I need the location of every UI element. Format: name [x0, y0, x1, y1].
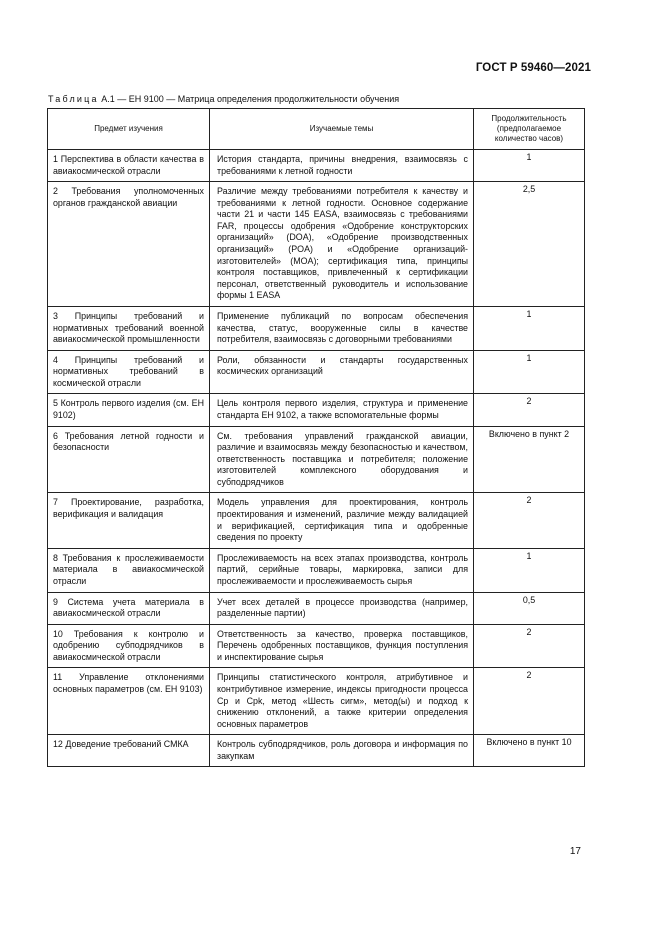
cell-subject: 11 Управление отклонениями основных параметров (см. ЕН 9103) — [48, 668, 210, 735]
training-duration-table — [47, 108, 585, 767]
table-row — [48, 306, 585, 350]
cell-hours: 0,5 — [474, 592, 585, 624]
page-number: 17 — [569, 846, 581, 857]
cell-subject: 7 Проектирование, разработка, верификация и валидация — [48, 493, 210, 548]
cell-topics: Принципы статистического контроля, атрибутивное и контрибутивное измерение, индексы пригодности процесса Cp и Cpk, метод «Шесть сигм», метод(ы) и подход к снижению отклонений, а также критерии определения основных параметров — [210, 668, 474, 735]
cell-subject: 2 Требования уполномоченных органов гражданской авиации — [48, 182, 210, 307]
cell-subject: 6 Требования летной годности и безопасности — [48, 426, 210, 493]
cell-topics: Прослеживаемость на всех этапах производства, контроль партий, серийные товары, маркировка, записи для прослеживаемости и прослеживаемость сырья — [210, 548, 474, 592]
cell-hours: 1 — [474, 150, 585, 182]
table-header-row — [48, 109, 585, 150]
cell-hours: Включено в пункт 10 — [474, 735, 585, 767]
table-row — [48, 182, 585, 307]
column-header-topics: Изучаемые темы — [210, 109, 474, 150]
table-row — [48, 426, 585, 493]
cell-topics: Роли, обязанности и стандарты государственных космических организаций — [210, 350, 474, 394]
cell-hours: 2 — [474, 624, 585, 668]
caption-text: А.1 — ЕН 9100 — Матрица определения продолжительности обучения — [98, 94, 400, 104]
cell-hours: 1 — [474, 306, 585, 350]
cell-subject: 3 Принципы требований и нормативных требований военной авиакосмической промышленности — [48, 306, 210, 350]
cell-topics: Цель контроля первого изделия, структура и применение стандарта ЕН 9102, а также вспомогательные формы — [210, 394, 474, 426]
cell-topics: См. требования управлений гражданской авиации, различие и взаимосвязь между безопасностью и качеством, ответственность поставщика и потребителя; положение изготовителей комплексного оборудования и субподрядчиков — [210, 426, 474, 493]
document-code: ГОСТ Р 59460—2021 — [475, 62, 591, 74]
cell-subject: 5 Контроль первого изделия (см. ЕН 9102) — [48, 394, 210, 426]
cell-hours: 1 — [474, 350, 585, 394]
cell-subject: 10 Требования к контролю и одобрению субподрядчиков в авиакосмической отрасли — [48, 624, 210, 668]
cell-subject: 8 Требования к прослеживаемости материала в авиакосмической отрасли — [48, 548, 210, 592]
cell-hours: Включено в пункт 2 — [474, 426, 585, 493]
table-row — [48, 394, 585, 426]
cell-hours: 2 — [474, 493, 585, 548]
cell-topics: Контроль субподрядчиков, роль договора и информация по закупкам — [210, 735, 474, 767]
cell-topics: История стандарта, причины внедрения, взаимосвязь с требованиями к летной годности — [210, 150, 474, 182]
cell-subject: 12 Доведение требований СМКА — [48, 735, 210, 767]
caption-label: Таблица — [48, 94, 99, 104]
cell-subject: 9 Система учета материала в авиакосмической отрасли — [48, 592, 210, 624]
cell-subject: 1 Перспектива в области качества в авиакосмической отрасли — [48, 150, 210, 182]
column-header-duration: Продолжительность (предполагаемое количество часов) — [474, 109, 585, 150]
table-row — [48, 548, 585, 592]
table-row — [48, 493, 585, 548]
table-caption — [48, 94, 399, 104]
table-row — [48, 624, 585, 668]
cell-hours: 1 — [474, 548, 585, 592]
column-header-subject: Предмет изучения — [48, 109, 210, 150]
cell-hours: 2 — [474, 668, 585, 735]
cell-topics: Учет всех деталей в процессе производства (например, разделенные партии) — [210, 592, 474, 624]
table-row — [48, 150, 585, 182]
table-row — [48, 668, 585, 735]
cell-topics: Различие между требованиями потребителя к качеству и требованиями к летной годности. Основное содержание части 21 и части 145 EASA, взаимосвязь с требованиями FAR, процессы одобрения «Одобрение конструкторских организаций» (DOA), «Одобрение производственных организаций» (POA) и «Одобрение организаций-изготовителей» (MOA); сертификация типа, принципы контроля поставщиков, привлеченный к сертификации персонал, ответственный руководитель и использование формы 1 EASA — [210, 182, 474, 307]
cell-topics: Ответственность за качество, проверка поставщиков, Перечень одобренных поставщиков, функция поступления и инспектирование сырья — [210, 624, 474, 668]
cell-topics: Применение публикаций по вопросам обеспечения качества, статус, вооруженные силы в качестве потребителя, взаимосвязь с договорными требованиями — [210, 306, 474, 350]
cell-hours: 2 — [474, 394, 585, 426]
cell-hours: 2,5 — [474, 182, 585, 307]
table-row — [48, 350, 585, 394]
table-row — [48, 735, 585, 767]
table-row — [48, 592, 585, 624]
cell-subject: 4 Принципы требований и нормативных требований в космической отрасли — [48, 350, 210, 394]
cell-topics: Модель управления для проектирования, контроль проектирования и изменений, различие между валидацией и верификацией, сертификация типа и одобренные сведения по проекту — [210, 493, 474, 548]
